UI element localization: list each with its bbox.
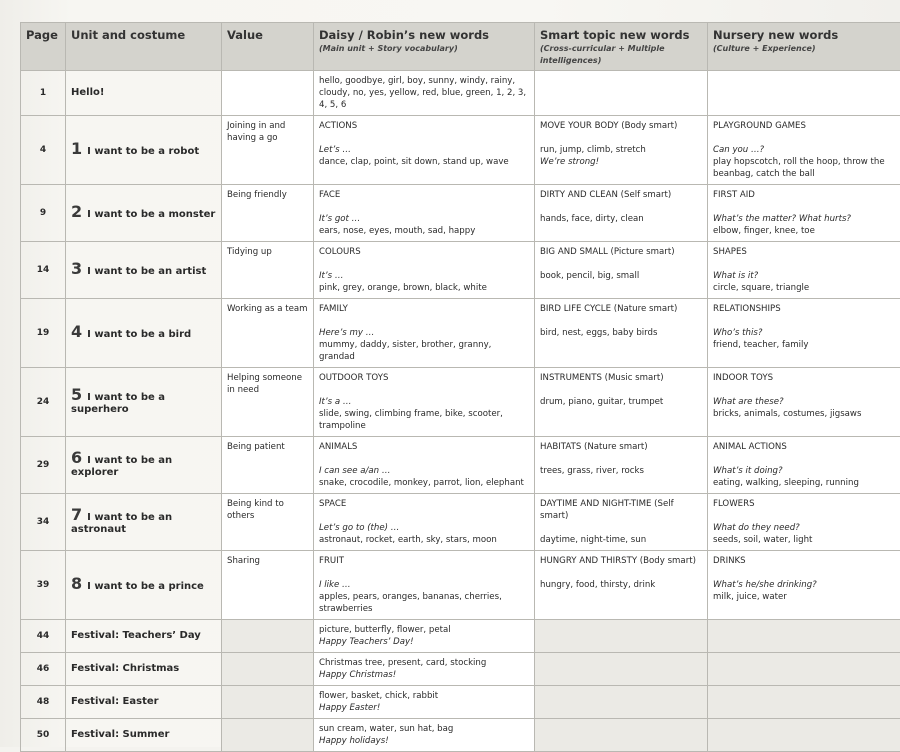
page-number: 39 [21, 551, 66, 620]
festival-title: Festival: Easter [66, 686, 222, 719]
table-row [21, 71, 900, 116]
table-row [21, 494, 900, 551]
header-page: Page [21, 23, 66, 71]
value-cell [222, 620, 314, 653]
header-nursery: Nursery new words (Culture + Experience) [708, 23, 900, 71]
unit-title: 7 I want to be an astronaut [66, 494, 222, 551]
header-row [21, 23, 900, 71]
table-row [21, 242, 900, 299]
nursery-words-cell: ANIMAL ACTIONS What’s it doing? eating, walking, sleeping, running [708, 437, 900, 494]
nursery-words-cell [708, 71, 900, 116]
unit-title: 2 I want to be a monster [66, 185, 222, 242]
smart-words-cell: DIRTY AND CLEAN (Self smart) hands, face, dirty, clean [535, 185, 708, 242]
nursery-words-cell [708, 620, 900, 653]
smart-words-cell: HABITATS (Nature smart) trees, grass, river, rocks [535, 437, 708, 494]
nursery-words-cell: PLAYGROUND GAMES Can you …? play hopscotch, roll the hoop, throw the beanbag, catch the ball [708, 116, 900, 185]
value-cell: Being friendly [222, 185, 314, 242]
value-cell [222, 653, 314, 686]
festival-title: Festival: Christmas [66, 653, 222, 686]
smart-words-cell: INSTRUMENTS (Music smart) drum, piano, guitar, trumpet [535, 368, 708, 437]
table-row [21, 551, 900, 620]
page-number: 24 [21, 368, 66, 437]
smart-words-cell: BIRD LIFE CYCLE (Nature smart) bird, nest, eggs, baby birds [535, 299, 708, 368]
page-number: 48 [21, 686, 66, 719]
page-number: 46 [21, 653, 66, 686]
table-row [21, 437, 900, 494]
page-number: 4 [21, 116, 66, 185]
header-smart: Smart topic new words (Cross-curricular + Multiple intelligences) [535, 23, 708, 71]
smart-words-cell [535, 686, 708, 719]
header-unit: Unit and costume [66, 23, 222, 71]
festival-row [21, 686, 900, 719]
table-row [21, 368, 900, 437]
daisy-words-cell: flower, basket, chick, rabbit Happy Easter! [314, 686, 535, 719]
value-cell [222, 71, 314, 116]
unit-title: 1 I want to be a robot [66, 116, 222, 185]
smart-words-cell: BIG AND SMALL (Picture smart) book, pencil, big, small [535, 242, 708, 299]
value-cell: Tidying up [222, 242, 314, 299]
festival-title: Festival: Teachers’ Day [66, 620, 222, 653]
value-cell: Helping someone in need [222, 368, 314, 437]
nursery-words-cell: RELATIONSHIPS Who’s this? friend, teacher, family [708, 299, 900, 368]
festival-row [21, 620, 900, 653]
daisy-words-cell: ANIMALS I can see a/an … snake, crocodile, monkey, parrot, lion, elephant [314, 437, 535, 494]
festival-title: Festival: Summer [66, 719, 222, 752]
page-number: 14 [21, 242, 66, 299]
daisy-words-cell: sun cream, water, sun hat, bag Happy holidays! [314, 719, 535, 752]
header-daisy: Daisy / Robin’s new words (Main unit + Story vocabulary) [314, 23, 535, 71]
daisy-words-cell: picture, butterfly, flower, petal Happy Teachers’ Day! [314, 620, 535, 653]
table-row [21, 299, 900, 368]
nursery-words-cell: INDOOR TOYS What are these? bricks, animals, costumes, jigsaws [708, 368, 900, 437]
page-number: 29 [21, 437, 66, 494]
unit-title: 5 I want to be a superhero [66, 368, 222, 437]
daisy-words-cell: FACE It’s got … ears, nose, eyes, mouth, sad, happy [314, 185, 535, 242]
page-number: 44 [21, 620, 66, 653]
daisy-words-cell: SPACE Let’s go to (the) … astronaut, rocket, earth, sky, stars, moon [314, 494, 535, 551]
smart-words-cell: DAYTIME AND NIGHT-TIME (Self smart) daytime, night-time, sun [535, 494, 708, 551]
table-row [21, 116, 900, 185]
unit-title: 3 I want to be an artist [66, 242, 222, 299]
page-number: 19 [21, 299, 66, 368]
value-cell: Sharing [222, 551, 314, 620]
daisy-words-cell: FRUIT I like … apples, pears, oranges, bananas, cherries, strawberries [314, 551, 535, 620]
value-cell: Being patient [222, 437, 314, 494]
smart-words-cell [535, 620, 708, 653]
daisy-words-cell: COLOURS It’s … pink, grey, orange, brown, black, white [314, 242, 535, 299]
page-number: 34 [21, 494, 66, 551]
smart-words-cell [535, 653, 708, 686]
value-cell: Being kind to others [222, 494, 314, 551]
value-cell [222, 686, 314, 719]
unit-title: Hello! [66, 71, 222, 116]
daisy-words-cell: ACTIONS Let’s … dance, clap, point, sit down, stand up, wave [314, 116, 535, 185]
value-cell: Joining in and having a go [222, 116, 314, 185]
value-cell: Working as a team [222, 299, 314, 368]
smart-words-cell [535, 71, 708, 116]
table-row [21, 185, 900, 242]
daisy-words-cell: hello, goodbye, girl, boy, sunny, windy, rainy, cloudy, no, yes, yellow, red, blue, green, 1, 2, 3, 4, 5, 6 [314, 71, 535, 116]
nursery-words-cell: SHAPES What is it? circle, square, triangle [708, 242, 900, 299]
page-number: 1 [21, 71, 66, 116]
festival-row [21, 653, 900, 686]
daisy-words-cell: OUTDOOR TOYS It’s a … slide, swing, climbing frame, bike, scooter, trampoline [314, 368, 535, 437]
unit-title: 6 I want to be an explorer [66, 437, 222, 494]
nursery-words-cell: DRINKS What’s he/she drinking? milk, juice, water [708, 551, 900, 620]
page-number: 9 [21, 185, 66, 242]
smart-words-cell: HUNGRY AND THIRSTY (Body smart) hungry, food, thirsty, drink [535, 551, 708, 620]
unit-title: 4 I want to be a bird [66, 299, 222, 368]
nursery-words-cell: FIRST AID What’s the matter? What hurts? elbow, finger, knee, toe [708, 185, 900, 242]
header-value: Value [222, 23, 314, 71]
scope-and-sequence-table [20, 22, 900, 752]
nursery-words-cell [708, 686, 900, 719]
nursery-words-cell: FLOWERS What do they need? seeds, soil, water, light [708, 494, 900, 551]
smart-words-cell: MOVE YOUR BODY (Body smart) run, jump, climb, stretch We’re strong! [535, 116, 708, 185]
daisy-words-cell: FAMILY Here’s my … mummy, daddy, sister, brother, granny, grandad [314, 299, 535, 368]
nursery-words-cell [708, 653, 900, 686]
daisy-words-cell: Christmas tree, present, card, stocking Happy Christmas! [314, 653, 535, 686]
page-number: 50 [21, 719, 66, 752]
unit-title: 8 I want to be a prince [66, 551, 222, 620]
